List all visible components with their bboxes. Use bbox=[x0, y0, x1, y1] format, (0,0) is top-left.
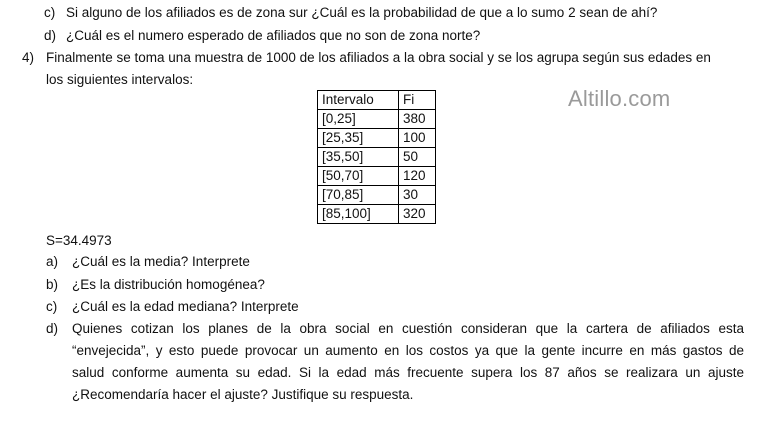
question-d-line-3: salud conforme aumenta su edad. Si la edad más frecuente supera los 87 años se realizara un ajuste bbox=[72, 365, 744, 380]
table-row bbox=[318, 167, 436, 186]
item-marker-c-top: c) bbox=[44, 5, 56, 20]
question-d-line-2: “envejecida”, y esto puede provocar un aumento en los costos ya que la gente incurre en más gastos de bbox=[72, 343, 744, 358]
table-cell: 30 bbox=[399, 186, 436, 205]
table-header-cell: Fi bbox=[399, 91, 436, 110]
table-cell: [50,70] bbox=[318, 167, 399, 186]
frequency-table bbox=[317, 90, 436, 224]
problem-number: 4) bbox=[22, 50, 35, 65]
question-d-line-4: ¿Recomendaría hacer el ajuste? Justifique su respuesta. bbox=[72, 387, 414, 402]
problem-statement-line-1: Finalmente se toma una muestra de 1000 de los afiliados a la obra social y se los agrupa según sus edades en bbox=[46, 50, 711, 65]
table-cell: [85,100] bbox=[318, 205, 399, 224]
table-row bbox=[318, 129, 436, 148]
table-header-cell: Intervalo bbox=[318, 91, 399, 110]
item-text-d-top: ¿Cuál es el numero esperado de afiliados que no son de zona norte? bbox=[66, 28, 481, 43]
item-text-c-top: Si alguno de los afiliados es de zona sur ¿Cuál es la probabilidad de que a lo sumo 2 sean de ahí? bbox=[66, 5, 658, 20]
watermark-logo: Altillo.com bbox=[568, 86, 671, 111]
question-marker-b: b) bbox=[46, 277, 59, 292]
table-cell: 380 bbox=[399, 110, 436, 129]
table-cell: [35,50] bbox=[318, 148, 399, 167]
table-cell: [25,35] bbox=[318, 129, 399, 148]
table-cell: 100 bbox=[399, 129, 436, 148]
question-d-line-1: Quienes cotizan los planes de la obra social en cuestión consideran que la cartera de afiliados esta bbox=[72, 321, 744, 336]
question-marker-c: c) bbox=[46, 299, 58, 314]
question-marker-d: d) bbox=[46, 321, 59, 336]
table-cell: 120 bbox=[399, 167, 436, 186]
table-cell: [70,85] bbox=[318, 186, 399, 205]
question-marker-a: a) bbox=[46, 254, 59, 269]
table-row bbox=[318, 110, 436, 129]
question-text-c: ¿Cuál es la edad mediana? Interprete bbox=[72, 299, 299, 314]
table-row bbox=[318, 186, 436, 205]
table-cell: [0,25] bbox=[318, 110, 399, 129]
table-row bbox=[318, 205, 436, 224]
table-header-row bbox=[318, 91, 436, 110]
standard-deviation-value: S=34.4973 bbox=[46, 233, 112, 248]
table-cell: 320 bbox=[399, 205, 436, 224]
question-text-b: ¿Es la distribución homogénea? bbox=[72, 277, 265, 292]
problem-statement-line-2: los siguientes intervalos: bbox=[46, 72, 194, 87]
question-text-a: ¿Cuál es la media? Interprete bbox=[72, 254, 250, 269]
table-row bbox=[318, 148, 436, 167]
item-marker-d-top: d) bbox=[44, 28, 57, 43]
table-cell: 50 bbox=[399, 148, 436, 167]
